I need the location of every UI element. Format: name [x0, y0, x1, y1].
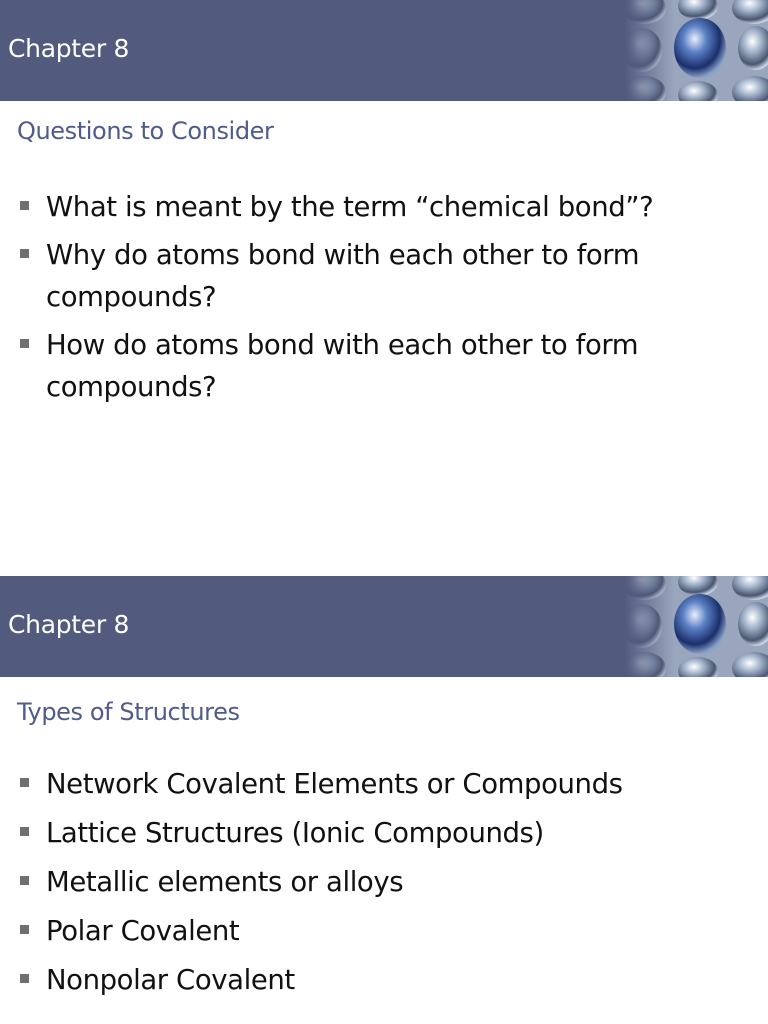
- slide-header: [0, 576, 768, 677]
- bullet-text: Metallic elements or alloys: [46, 866, 404, 898]
- list-item: [20, 324, 750, 408]
- list-item: [20, 861, 750, 903]
- bullet-text: How do atoms bond with each other to form compounds?: [46, 329, 639, 403]
- bullet-text: Network Covalent Elements or Compounds: [46, 768, 623, 800]
- bullet-text: Why do atoms bond with each other to form compounds?: [46, 239, 640, 313]
- bullet-text: Nonpolar Covalent: [46, 964, 295, 996]
- bullet-text: What is meant by the term “chemical bond”?: [46, 191, 654, 223]
- square-bullet-icon: [20, 827, 29, 836]
- square-bullet-icon: [20, 925, 29, 934]
- slide-types-of-structures: [0, 576, 768, 1024]
- metallic-spheres-icon: [624, 0, 768, 101]
- slide-subtitle: Types of Structures: [17, 698, 240, 726]
- list-item: [20, 910, 750, 952]
- square-bullet-icon: [20, 201, 29, 210]
- list-item: [20, 186, 750, 228]
- bullet-list: [20, 763, 750, 1008]
- list-item: [20, 234, 750, 318]
- square-bullet-icon: [20, 876, 29, 885]
- header-title: Chapter 8: [8, 34, 130, 63]
- header-title: Chapter 8: [8, 610, 130, 639]
- list-item: [20, 763, 750, 805]
- metallic-spheres-icon: [624, 576, 768, 677]
- bullet-text: Lattice Structures (Ionic Compounds): [46, 817, 544, 849]
- square-bullet-icon: [20, 778, 29, 787]
- list-item: [20, 812, 750, 854]
- slide-header: [0, 0, 768, 101]
- slide-subtitle: Questions to Consider: [17, 117, 274, 145]
- square-bullet-icon: [20, 974, 29, 983]
- square-bullet-icon: [20, 339, 29, 348]
- bullet-list: [20, 186, 750, 414]
- square-bullet-icon: [20, 249, 29, 258]
- bullet-text: Polar Covalent: [46, 915, 240, 947]
- list-item: [20, 959, 750, 1001]
